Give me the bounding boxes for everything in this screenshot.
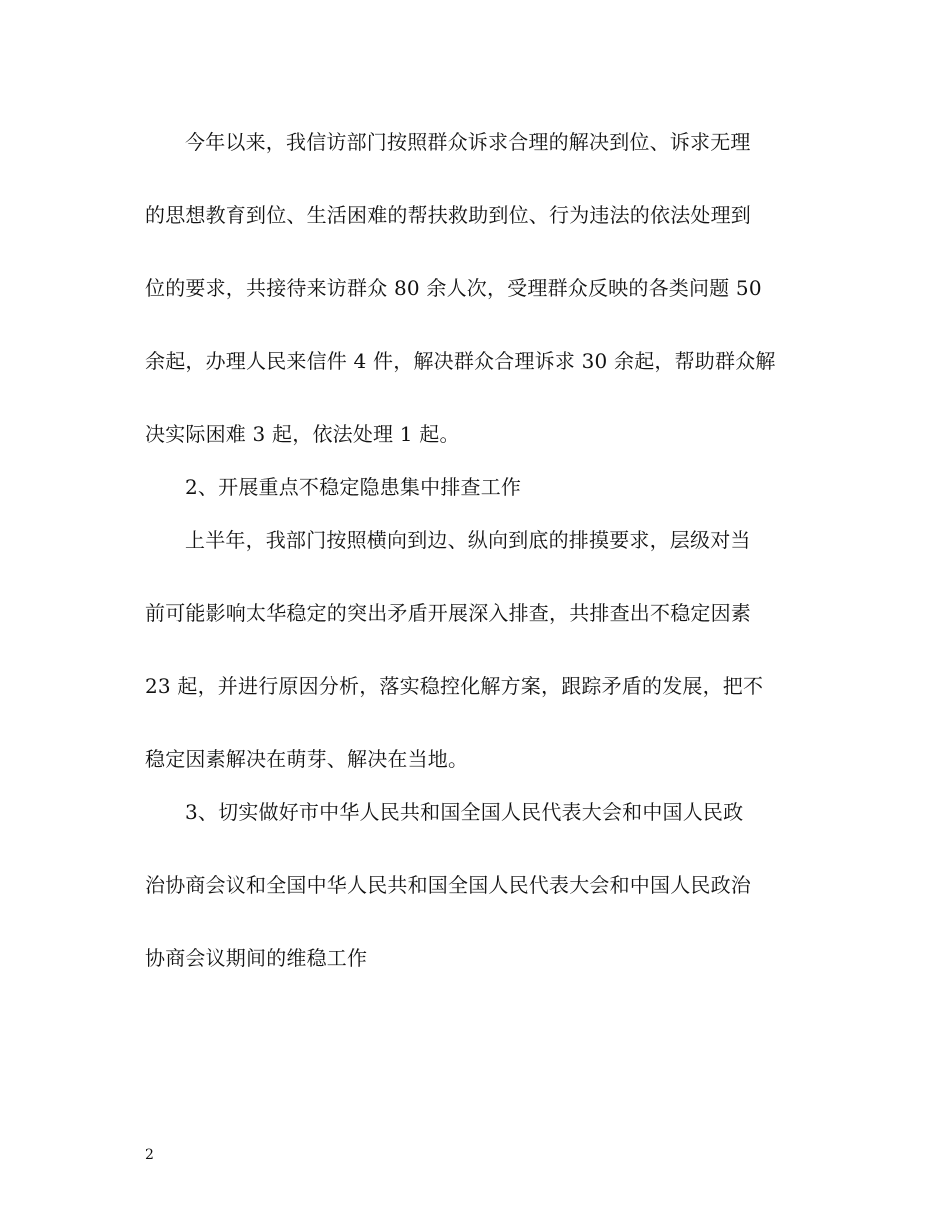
paragraph-line: 23 起，并进行原因分析，落实稳控化解方案，跟踪矛盾的发展，把不	[145, 674, 764, 698]
paragraph-line: 的思想教育到位、生活困难的帮扶救助到位、行为违法的依法处理到	[145, 203, 751, 227]
paragraph-line: 决实际困难 3 起，依法处理 1 起。	[145, 422, 460, 446]
document-body	[145, 124, 810, 977]
paragraph-line: 上半年，我部门按照横向到边、纵向到底的排摸要求，层级对当	[185, 528, 751, 552]
paragraph-line: 位的要求，共接待来访群众 80 余人次，受理群众反映的各类问题 50	[145, 276, 762, 300]
section-heading: 2、开展重点不稳定隐患集中排查工作	[185, 475, 522, 499]
section-heading-line: 治协商会议和全国中华人民共和国全国人民代表大会和中国人民政治	[145, 873, 751, 897]
section-heading-line: 协商会议期间的维稳工作	[145, 946, 368, 970]
paragraph-line: 余起，办理人民来信件 4 件，解决群众合理诉求 30 余起，帮助群众解	[145, 349, 776, 373]
paragraph-line: 今年以来，我信访部门按照群众诉求合理的解决到位、诉求无理	[185, 130, 751, 154]
page-number: 2	[145, 1147, 154, 1163]
section-heading: 3、切实做好市中华人民共和国全国人民代表大会和中国人民政	[185, 800, 744, 824]
paragraph-line: 前可能影响太华稳定的突出矛盾开展深入排查，共排查出不稳定因素	[145, 601, 751, 625]
paragraph-line: 稳定因素解决在萌芽、解决在当地。	[145, 747, 469, 771]
